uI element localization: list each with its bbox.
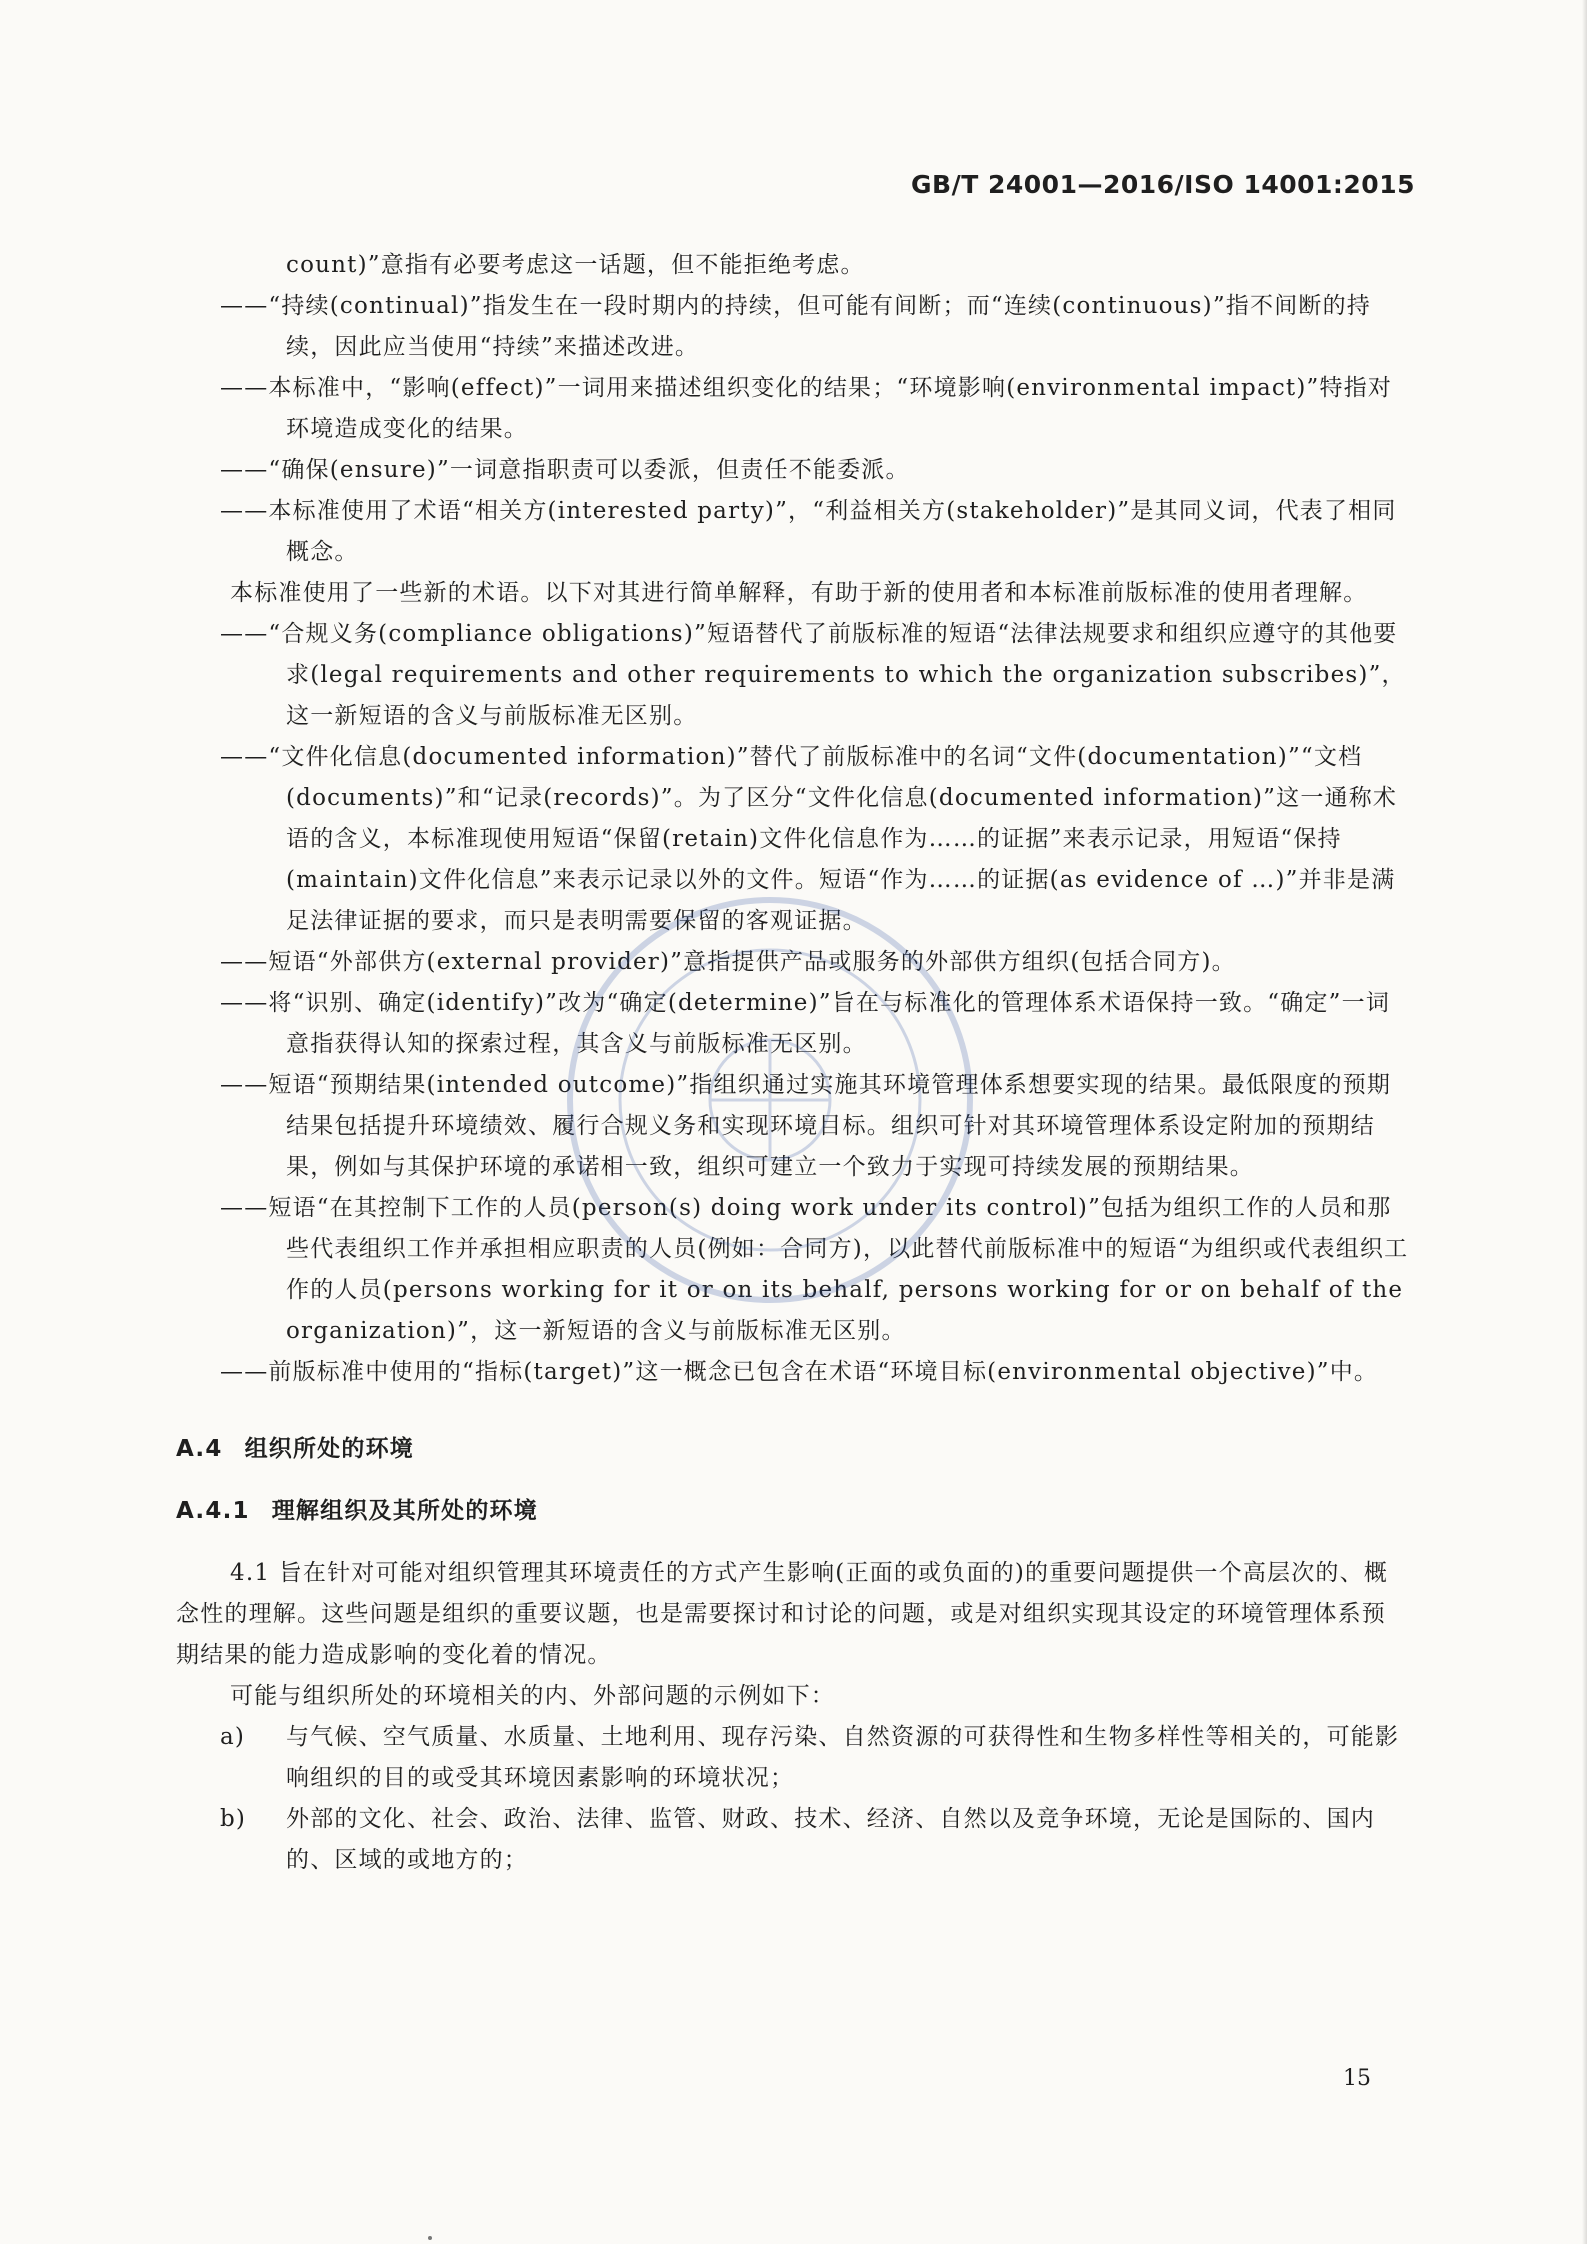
term-note-target: ——前版标准中使用的“指标(target)”这一概念已包含在术语“环境目标(environmental objective)”中。 xyxy=(220,1359,1379,1385)
term-note-persons-doing-work: ——短语“在其控制下工作的人员(person(s) doing work under its control)”包括为组织工作的人员和那些代表组织工作并承担相应职责的人员(例如：合同方)，以此替代前版标准中的短语“为组织或代表组织工作的人员(persons working for it or on its behalf, persons working for or on behalf of the organization)”，这一新短语的含义与前版标准无区别。 xyxy=(220,1195,1409,1344)
term-note-documented-information: ——“文件化信息(documented information)”替代了前版标准中的名词“文件(documentation)”“文档(documents)”和“记录(records)”。为了区分“文件化信息(documented information)”这一通称术语的含义，本标准现使用短语“保留(retain)文件化信息作为……的证据”来表示记录，用短语“保持(maintain)文件化信息”来表示记录以外的文件。短语“作为……的证据(as evidence of …)”并非是满足法律证据的要求，而只是表明需要保留的客观证据。 xyxy=(220,744,1398,934)
standard-number-header: GB/T 24001—2016/ISO 14001:2015 xyxy=(911,170,1415,199)
section-title: 组织所处的环境 xyxy=(244,1436,414,1462)
section-number: A.4 xyxy=(176,1436,223,1462)
term-note-effect: ——本标准中，“影响(effect)”一词用来描述组织变化的结果；“环境影响(environmental impact)”特指对环境造成变化的结果。 xyxy=(220,375,1393,442)
term-note-external-provider: ——短语“外部供方(external provider)”意指提供产品或服务的外部供方组织(包括合同方)。 xyxy=(220,949,1236,975)
new-terms-intro: 本标准使用了一些新的术语。以下对其进行简单解释，有助于新的使用者和本标准前版标准的使用者理解。 xyxy=(230,580,1368,606)
section-title: 理解组织及其所处的环境 xyxy=(271,1498,538,1524)
term-note-determine: ——将“识别、确定(identify)”改为“确定(determine)”旨在与标准化的管理体系术语保持一致。“确定”一词意指获得认知的探索过程，其含义与前版标准无区别。 xyxy=(220,990,1391,1057)
term-note-continual: ——“持续(continual)”指发生在一段时期内的持续，但可能有间断；而“连续(continuous)”指不间断的持续，因此应当使用“持续”来描述改进。 xyxy=(220,293,1371,360)
list-marker: a) xyxy=(220,1724,246,1750)
list-item xyxy=(176,1717,1410,1799)
term-note-interested-party: ——本标准使用了术语“相关方(interested party)”，“利益相关方(stakeholder)”是其同义词，代表了相同概念。 xyxy=(220,498,1397,565)
scan-speck xyxy=(428,2236,432,2240)
page-number: 15 xyxy=(1343,2066,1371,2091)
list-item xyxy=(176,1799,1410,1881)
term-note-ensure: ——“确保(ensure)”一词意指职责可以委派，但责任不能委派。 xyxy=(220,457,910,483)
list-marker: b) xyxy=(220,1806,247,1832)
list-item-text: 外部的文化、社会、政治、法律、监管、财政、技术、经济、自然以及竞争环境，无论是国际的、国内的、区域的或地方的； xyxy=(286,1806,1375,1873)
context-paragraph: 4.1 旨在针对可能对组织管理其环境责任的方式产生影响(正面的或负面的)的重要问题提供一个高层次的、概念性的理解。这些问题是组织的重要议题，也是需要探讨和讨论的问题，或是对组织实现其设定的环境管理体系预期结果的能力造成影响的变化着的情况。 xyxy=(176,1560,1389,1668)
section-heading-a41 xyxy=(176,1491,1410,1532)
section-heading-a4 xyxy=(176,1429,1410,1470)
continuation-paragraph: count)”意指有必要考虑这一话题，但不能拒绝考虑。 xyxy=(286,252,865,278)
term-note-intended-outcome: ——短语“预期结果(intended outcome)”指组织通过实施其环境管理体系想要实现的结果。最低限度的预期结果包括提升环境绩效、履行合规义务和实现环境目标。组织可针对其环境管理体系设定附加的预期结果，例如与其保护环境的承诺相一致，组织可建立一个致力于实现可持续发展的预期结果。 xyxy=(220,1072,1392,1180)
term-note-compliance-obligations: ——“合规义务(compliance obligations)”短语替代了前版标准的短语“法律法规要求和组织应遵守的其他要求(legal requirements and other requirements to which the organization subscribes)”，这一新短语的含义与前版标准无区别。 xyxy=(220,621,1406,729)
section-number: A.4.1 xyxy=(176,1498,250,1524)
list-item-text: 与气候、空气质量、水质量、土地利用、现存污染、自然资源的可获得性和生物多样性等相关的，可能影响组织的目的或受其环境因素影响的环境状况； xyxy=(286,1724,1400,1791)
issues-intro-paragraph: 可能与组织所处的环境相关的内、外部问题的示例如下： xyxy=(230,1683,835,1709)
page-body xyxy=(176,245,1410,1881)
